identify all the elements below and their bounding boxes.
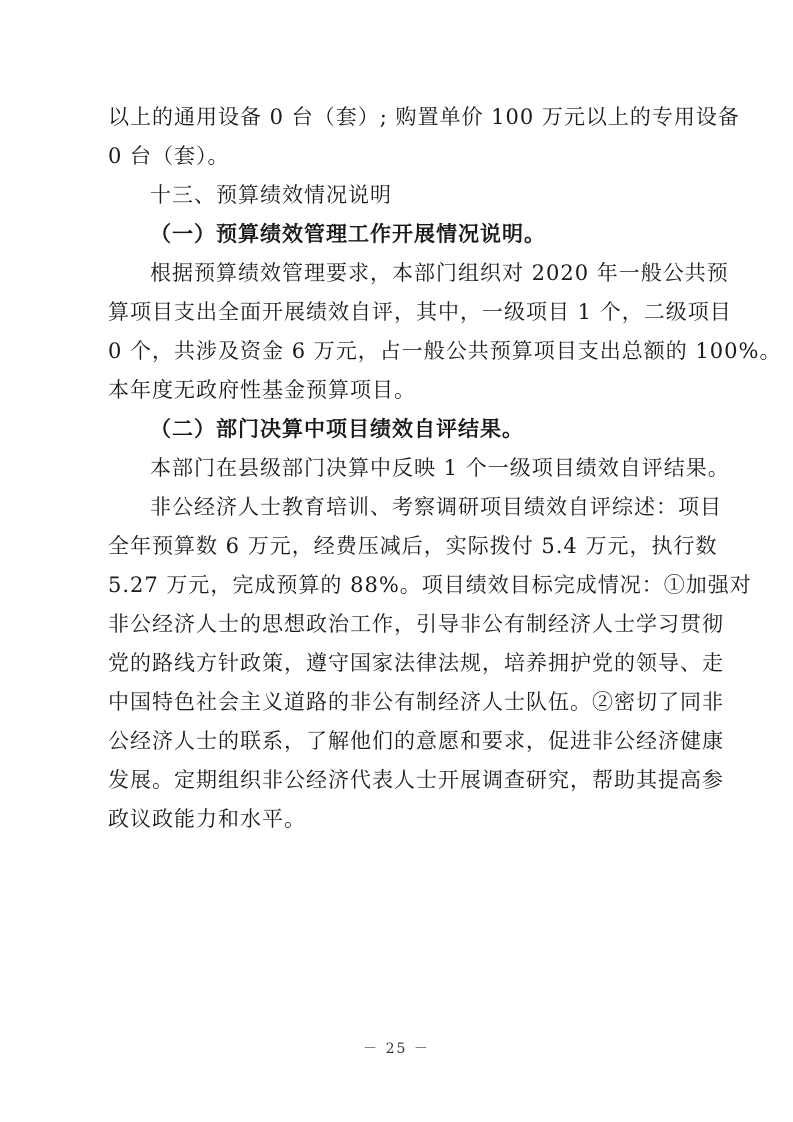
- page-number: － 25 －: [363, 1041, 430, 1057]
- subsection-heading: （二）部门决算中项目绩效自评结果。: [150, 416, 524, 441]
- body-text-line: 5.27 万元，完成预算的 88%。项目绩效目标完成情况：①加强对: [108, 573, 752, 597]
- body-text-line: 本年度无政府性基金预算项目。: [108, 378, 416, 402]
- body-text-line: 中国特色社会主义道路的非公有制经济人士队伍。②密切了同非: [108, 690, 724, 714]
- body-text-line: 公经济人士的联系，了解他们的意愿和要求，促进非公经济健康: [108, 729, 724, 753]
- body-text-line: 本部门在县级部门决算中反映 1 个一级项目绩效自评结果。: [150, 456, 730, 480]
- body-text-line: 政议政能力和水平。: [108, 807, 306, 831]
- body-text-line: 非公经济人士教育培训、考察调研项目绩效自评综述：项目: [150, 495, 722, 519]
- body-text-line: 0 个，共涉及资金 6 万元，占一般公共预算项目支出总额的 100%。: [108, 339, 782, 363]
- body-text-line: 根据预算绩效管理要求，本部门组织对 2020 年一般公共预: [150, 261, 729, 285]
- body-text-line: 0 台（套）。: [108, 144, 230, 168]
- subsection-heading: （一）预算绩效管理工作开展情况说明。: [150, 221, 546, 246]
- body-text-line: 非公经济人士的思想政治工作，引导非公有制经济人士学习贯彻: [108, 612, 724, 636]
- body-text-line: 以上的通用设备 0 台（套）; 购置单价 100 万元以上的专用设备: [108, 105, 740, 129]
- body-text-line: 全年预算数 6 万元，经费压减后，实际拨付 5.4 万元，执行数: [108, 534, 718, 558]
- section-heading: 十三、预算绩效情况说明: [150, 183, 392, 207]
- body-text-line: 党的路线方针政策，遵守国家法律法规，培养拥护党的领导、走: [108, 651, 724, 675]
- body-text-line: 算项目支出全面开展绩效自评，其中，一级项目 1 个，二级项目: [108, 300, 732, 324]
- body-text-line: 发展。定期组织非公经济代表人士开展调查研究，帮助其提高参: [108, 768, 724, 792]
